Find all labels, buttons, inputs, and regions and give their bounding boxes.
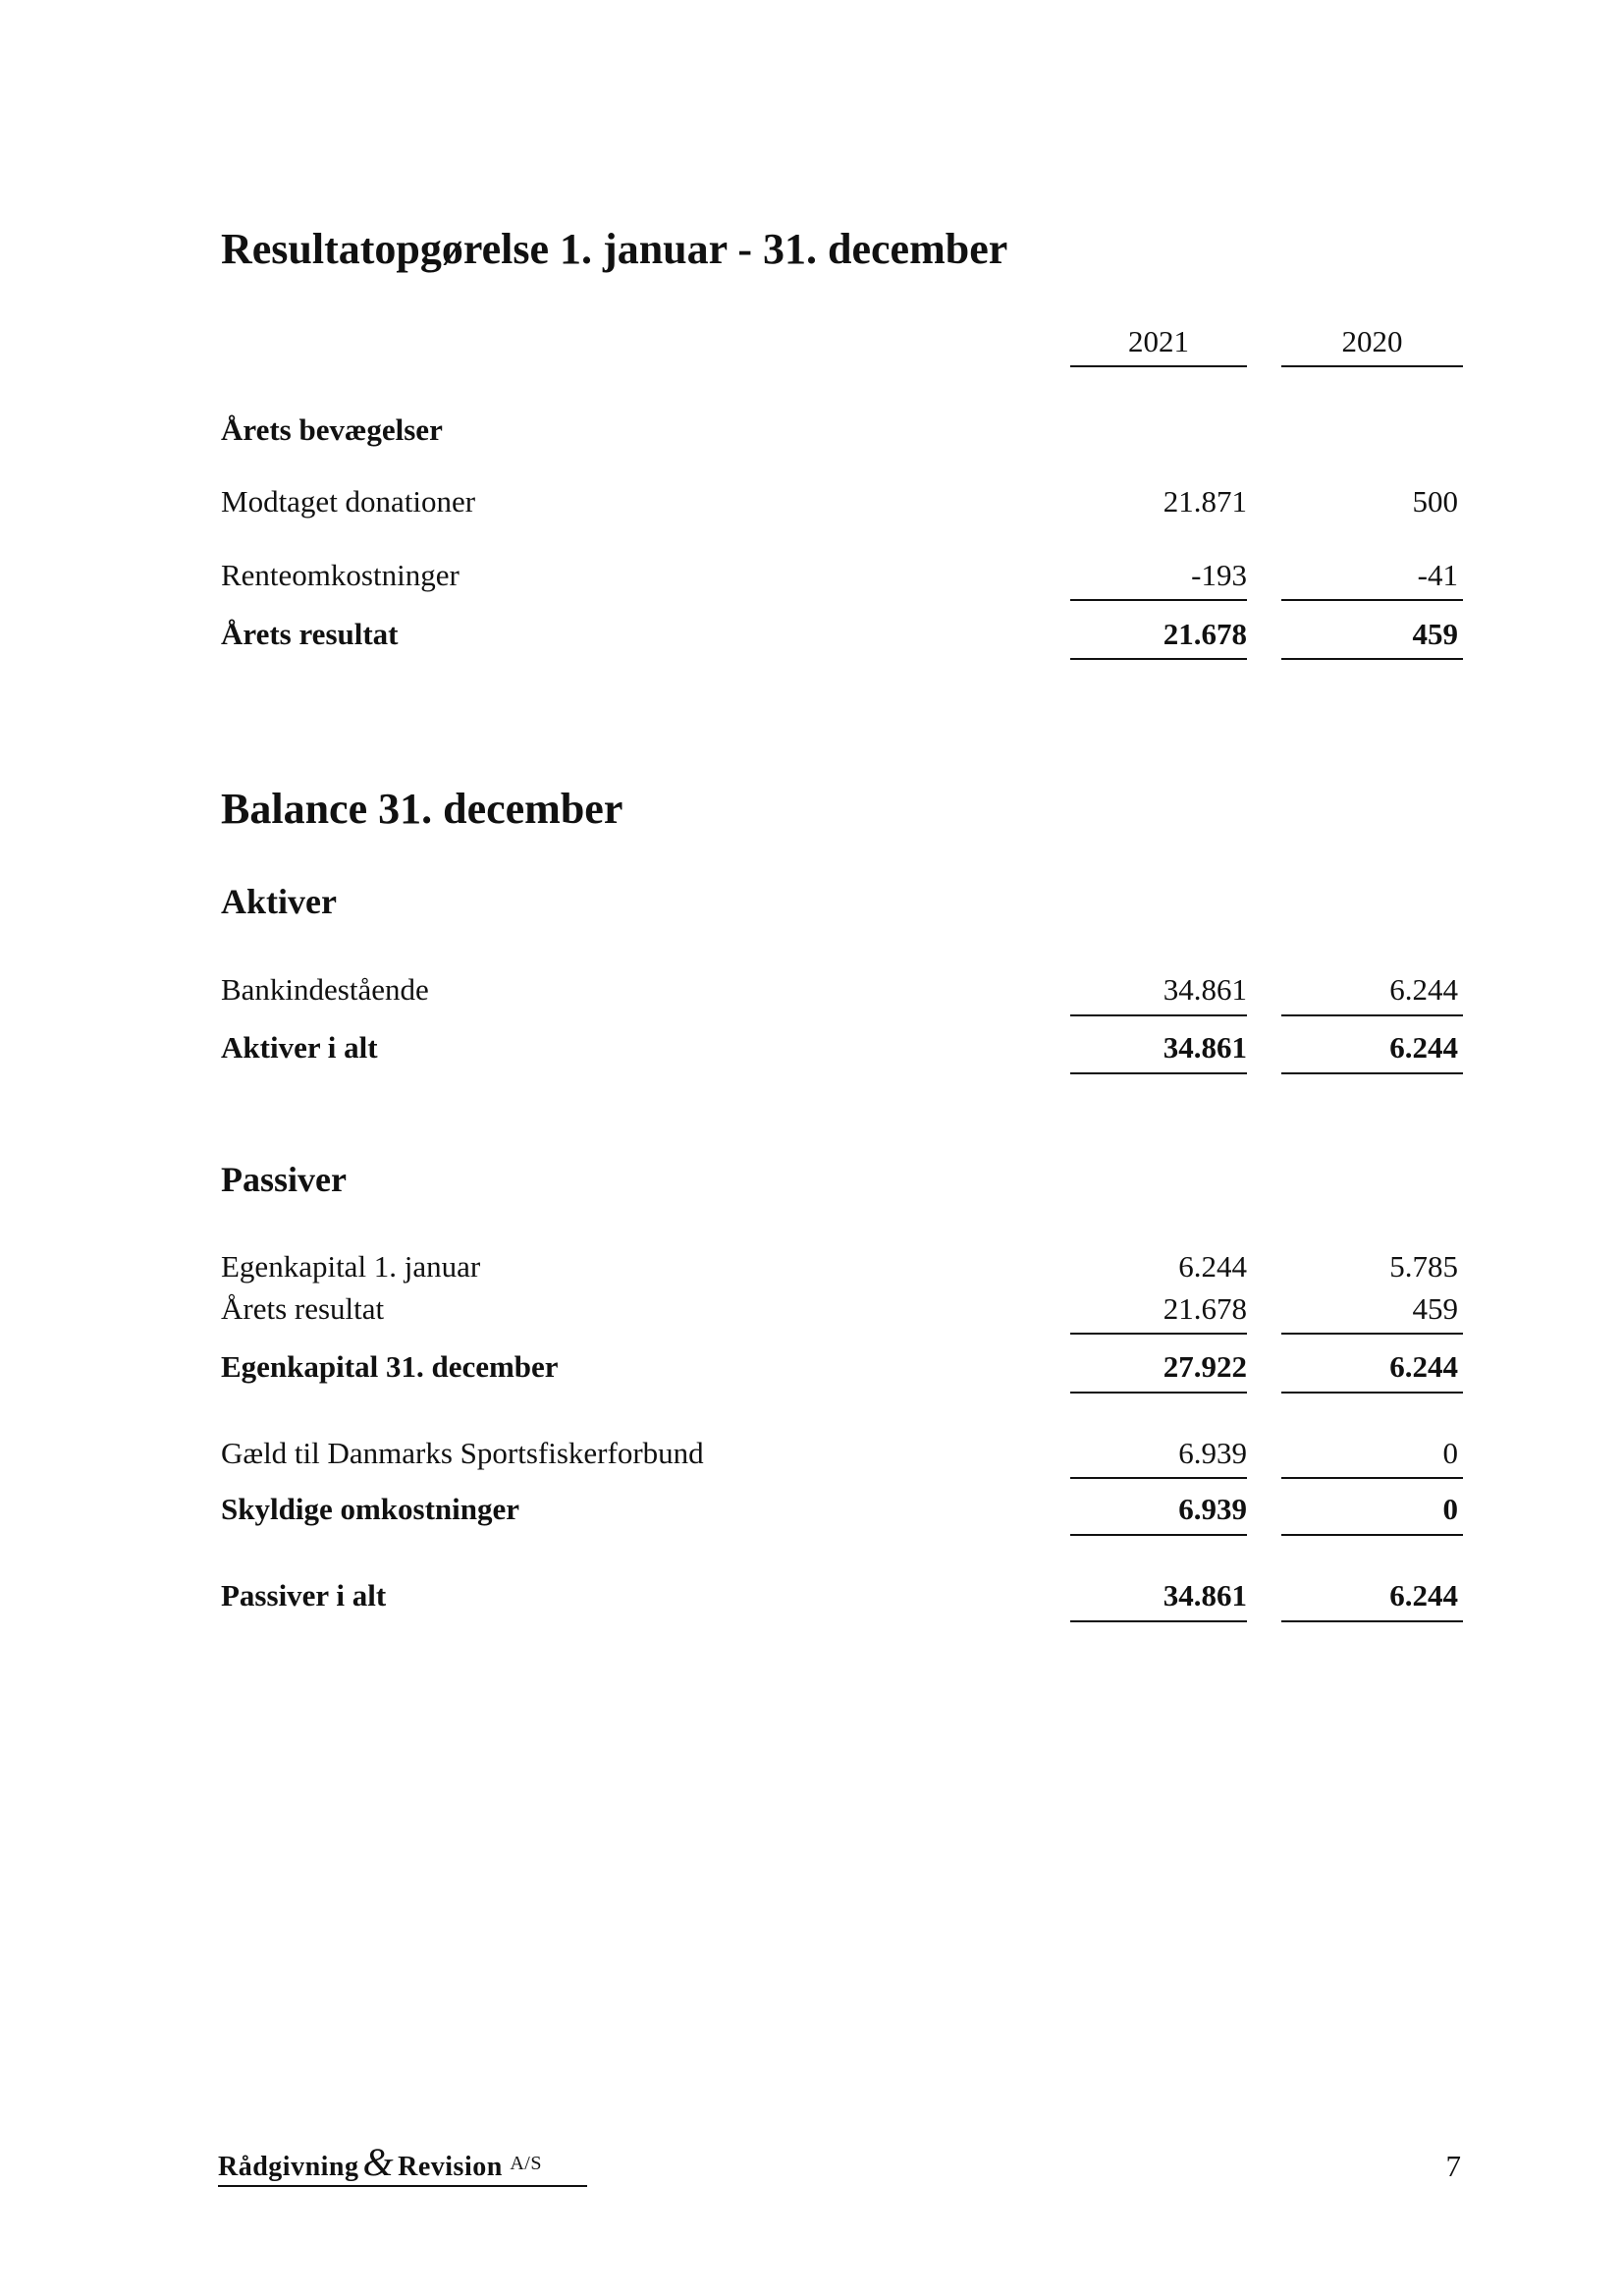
balance-title: Balance 31. december <box>221 785 623 833</box>
subtotal-rule <box>1070 1333 1247 1335</box>
row-value-2020: 500 <box>1412 484 1458 519</box>
year-header-2021: 2021 <box>1128 324 1189 358</box>
row-label: Gæld til Danmarks Sportsfiskerforbund <box>221 1436 704 1470</box>
total-rule <box>1281 1392 1463 1394</box>
row-label: Egenkapital 1. januar <box>221 1249 481 1284</box>
total-rule <box>1281 658 1463 660</box>
page-number: 7 <box>1445 2149 1461 2183</box>
row-value-2020: 459 <box>1412 1291 1458 1326</box>
total-rule <box>1070 1392 1247 1394</box>
liabilities-heading: Passiver <box>221 1160 347 1199</box>
row-value-2021: 21.678 <box>1163 1291 1247 1326</box>
year-header-2020: 2020 <box>1341 324 1403 358</box>
firm-underline <box>218 2185 587 2187</box>
row-total-2020: 6.244 <box>1389 1349 1458 1384</box>
row-grand-total-2020: 6.244 <box>1389 1578 1458 1613</box>
firm-logo <box>218 2139 542 2185</box>
subtotal-rule <box>1281 1014 1463 1016</box>
total-rule <box>1281 1072 1463 1074</box>
row-value-2020: 5.785 <box>1389 1249 1458 1284</box>
total-rule <box>1070 658 1247 660</box>
row-label-total: Aktiver i alt <box>221 1030 378 1065</box>
subtotal-rule <box>1281 599 1463 601</box>
assets-heading: Aktiver <box>221 882 337 921</box>
row-grand-total-2021: 34.861 <box>1163 1578 1247 1613</box>
row-total-2021: 34.861 <box>1163 1030 1247 1065</box>
total-rule <box>1281 1620 1463 1622</box>
subtotal-rule <box>1070 1014 1247 1016</box>
row-value-2021: 34.861 <box>1163 972 1247 1007</box>
firm-name-part1: Rådgivning <box>218 2152 359 2182</box>
row-label-total: Egenkapital 31. december <box>221 1349 559 1384</box>
subtotal-rule <box>1281 1477 1463 1479</box>
section-heading-movements: Årets bevægelser <box>221 412 443 447</box>
year-underline-2021 <box>1070 365 1247 367</box>
row-total-2020: 6.244 <box>1389 1030 1458 1065</box>
firm-name-part2: Revision <box>398 2152 503 2182</box>
row-value-2020: 6.244 <box>1389 972 1458 1007</box>
row-total-2021: 6.939 <box>1178 1492 1247 1526</box>
row-label: Renteomkostninger <box>221 558 460 592</box>
row-value-2020: 0 <box>1442 1436 1458 1470</box>
row-value-2021: 6.939 <box>1178 1436 1247 1470</box>
subtotal-rule <box>1281 1333 1463 1335</box>
year-underline-2020 <box>1281 365 1463 367</box>
row-label: Bankindestående <box>221 972 429 1007</box>
subtotal-rule <box>1070 599 1247 601</box>
row-total-2021: 27.922 <box>1163 1349 1247 1384</box>
row-total-2020: 459 <box>1412 617 1458 651</box>
row-value-2020: -41 <box>1417 558 1458 592</box>
firm-suffix: A/S <box>510 2153 542 2174</box>
total-rule <box>1281 1534 1463 1536</box>
total-rule <box>1070 1534 1247 1536</box>
row-total-2020: 0 <box>1442 1492 1458 1526</box>
firm-ampersand: & <box>362 2140 395 2184</box>
row-label-total: Årets resultat <box>221 617 399 651</box>
row-total-2021: 21.678 <box>1163 617 1247 651</box>
row-value-2021: 6.244 <box>1178 1249 1247 1284</box>
total-rule <box>1070 1620 1247 1622</box>
row-label: Årets resultat <box>221 1291 385 1326</box>
total-rule <box>1070 1072 1247 1074</box>
income-statement-title: Resultatopgørelse 1. januar - 31. december <box>221 225 1008 273</box>
row-value-2021: -193 <box>1191 558 1247 592</box>
subtotal-rule <box>1070 1477 1247 1479</box>
row-label-grand-total: Passiver i alt <box>221 1578 387 1613</box>
row-label: Modtaget donationer <box>221 484 476 519</box>
row-value-2021: 21.871 <box>1163 484 1247 519</box>
row-label-total: Skyldige omkostninger <box>221 1492 520 1526</box>
